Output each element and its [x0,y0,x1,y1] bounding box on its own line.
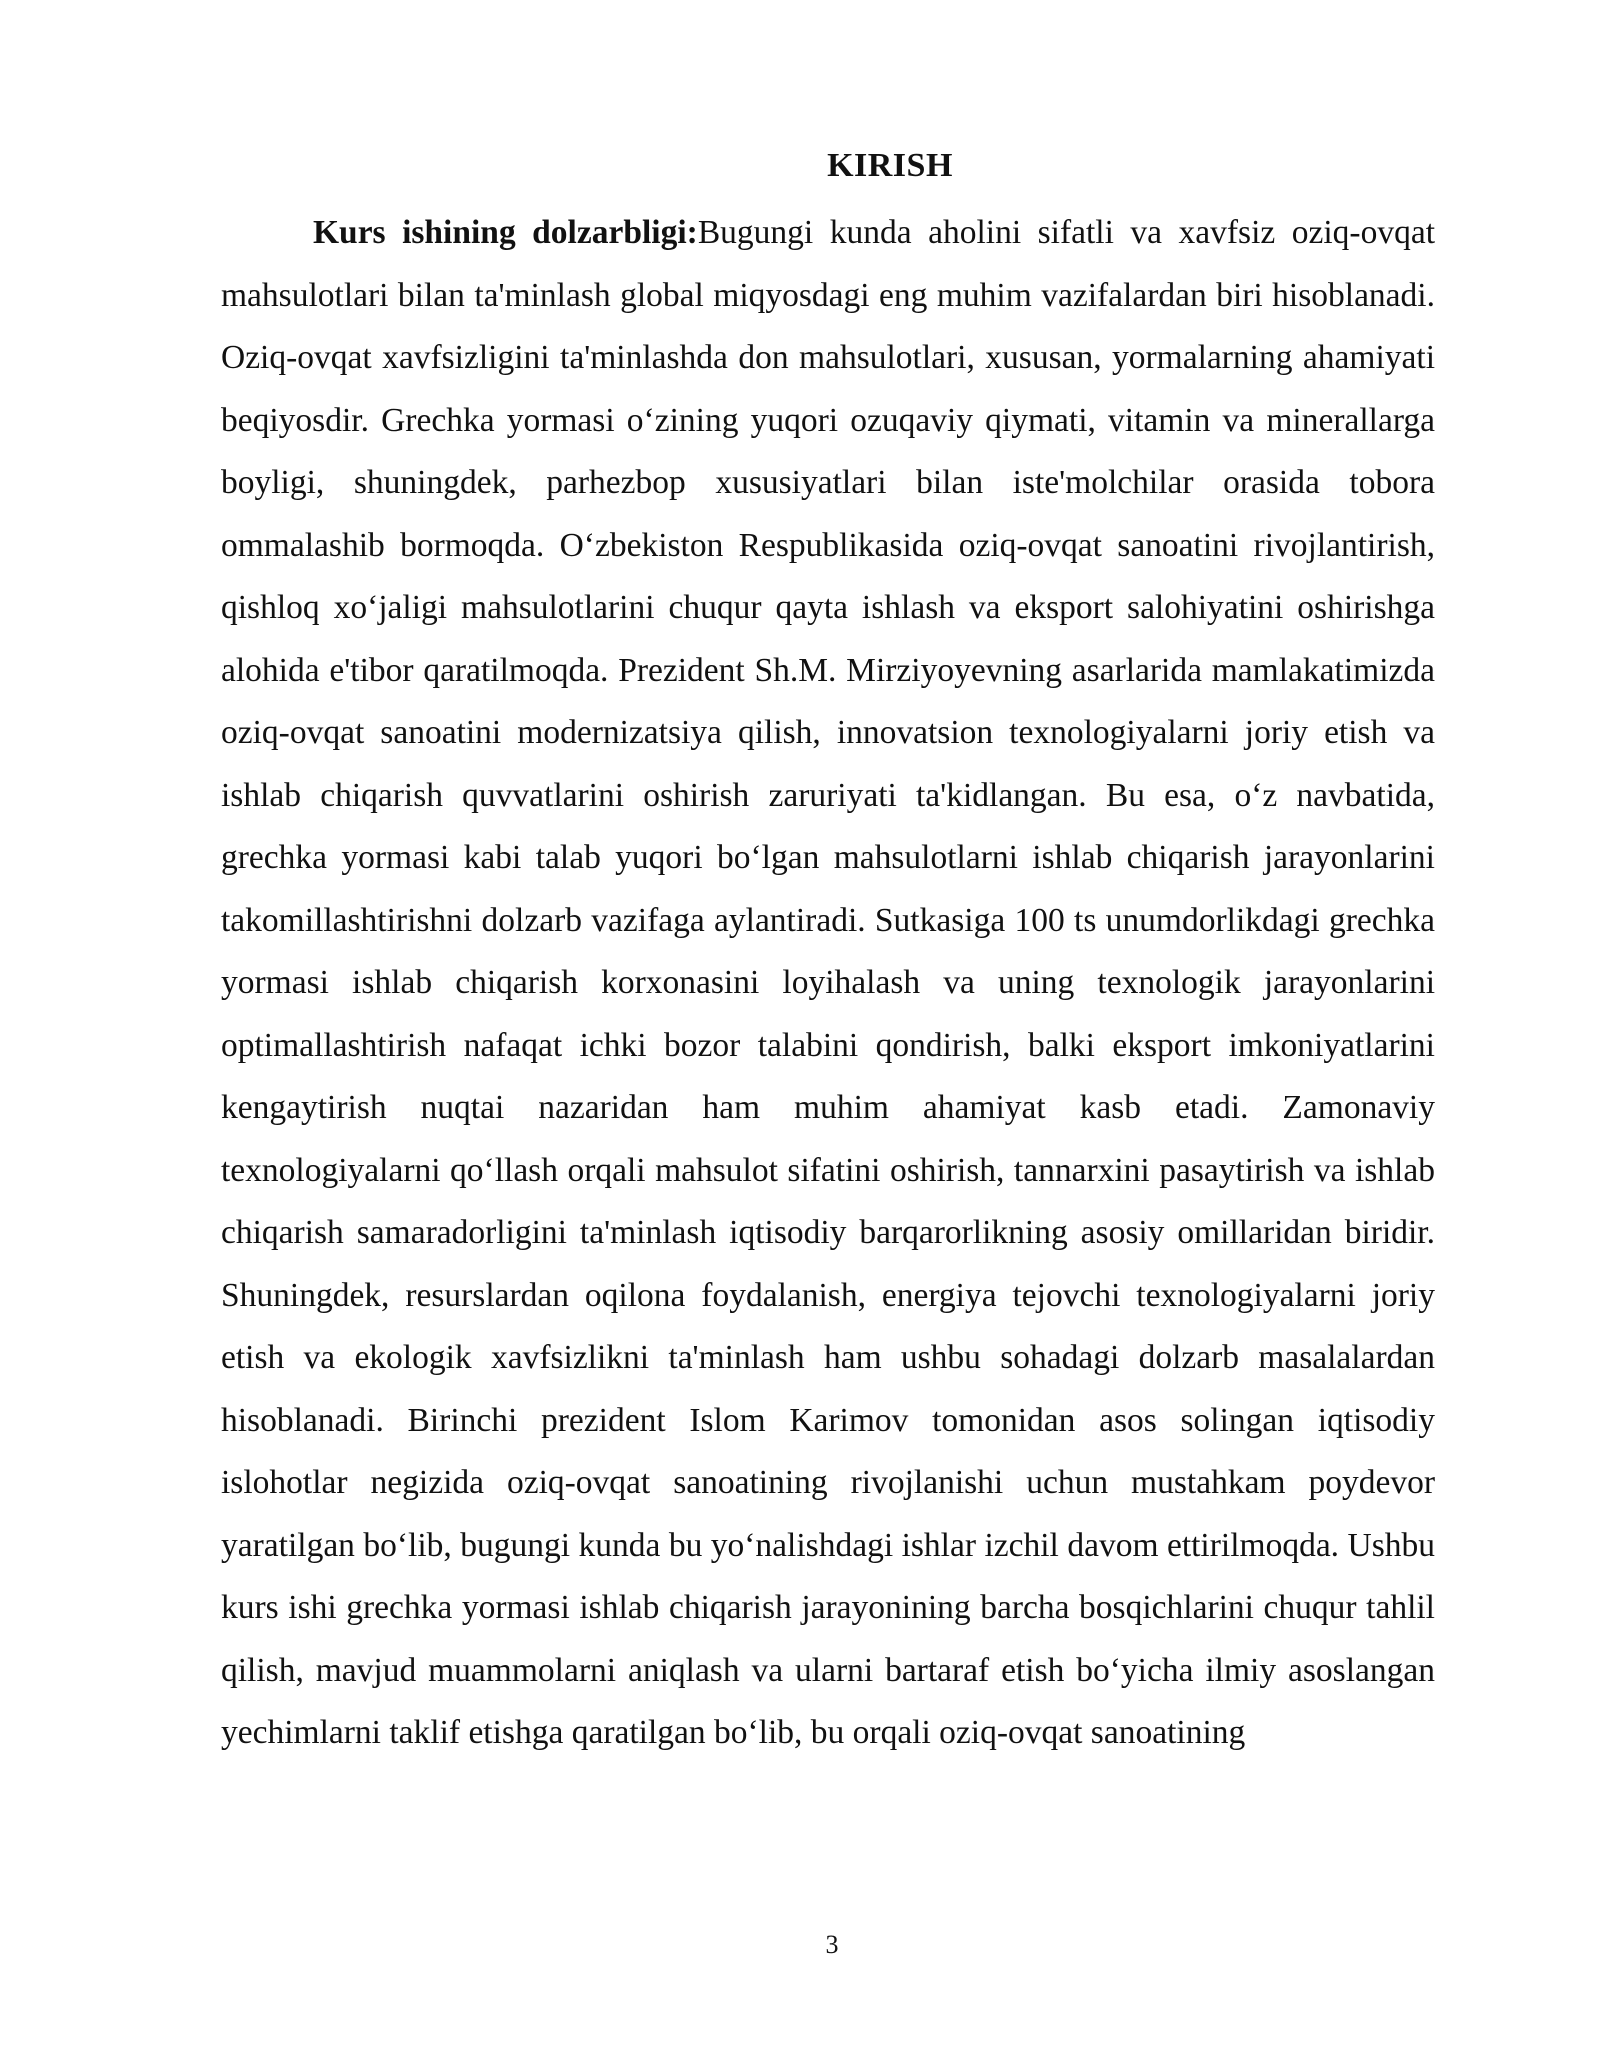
body-paragraph [221,202,1435,1765]
page-number: 3 [825,1930,839,1959]
paragraph-lead: Kurs ishining dolzarbligi: [313,214,698,251]
section-heading: KIRISH [827,147,953,184]
paragraph-text: Bugungi kunda aholini sifatli va xavfsiz oziq-ovqat mahsulotlari bilan ta'minlash global miqyosdagi eng muhim vazifalardan biri hisoblanadi. Oziq-ovqat xavfsizligini ta'minlashda don mahsulotlari, xususan, yormalarning ahamiyati beqiyosdir. Grechka yormasi o‘zining yuqori ozuqaviy qiymati, vitamin va minerallarga boyligi, shuningdek, parhezbop xususiyatlari bilan iste'molchilar orasida tobora ommalashib bormoqda. O‘zbekiston Respublikasida oziq-ovqat sanoatini rivojlantirish, qishloq xo‘jaligi mahsulotlarini chuqur qayta ishlash va eksport salohiyatini oshirishga alohida e'tibor qaratilmoqda. Prezident Sh.M. Mirziyoyevning asarlarida mamlakatimizda oziq-ovqat sanoatini modernizatsiya qilish, innovatsion texnologiyalarni joriy etish va ishlab chiqarish quvvatlarini oshirish zaruriyati ta'kidlangan. Bu esa, o‘z navbatida, grechka yormasi kabi talab yuqori bo‘lgan mahsulotlarni ishlab chiqarish jarayonlarini takomillashtirishni dolzarb vazifaga aylantiradi. Sutkasiga 100 ts unumdorlikdagi grechka yormasi ishlab chiqarish korxonasini loyihalash va uning texnologik jarayonlarini optimallashtirish nafaqat ichki bozor talabini qondirish, balki eksport imkoniyatlarini kengaytirish nuqtai nazaridan ham muhim ahamiyat kasb etadi. Zamonaviy texnologiyalarni qo‘llash orqali mahsulot sifatini oshirish, tannarxini pasaytirish va ishlab chiqarish samaradorligini ta'minlash iqtisodiy barqarorlikning asosiy omillaridan biridir. Shuningdek, resurslardan oqilona foydalanish, energiya tejovchi texnologiyalarni joriy etish va ekologik xavfsizlikni ta'minlash ham ushbu sohadagi dolzarb masalalardan hisoblanadi. Birinchi prezident Islom Karimov tomonidan asos solingan iqtisodiy islohotlar negizida oziq-ovqat sanoatining rivojlanishi uchun mustahkam poydevor yaratilgan bo‘lib, bugungi kunda bu yo‘nalishdagi ishlar izchil davom ettirilmoqda. Ushbu kurs ishi grechka yormasi ishlab chiqarish jarayonining barcha bosqichlarini chuqur tahlil qilish, mavjud muammolarni aniqlash va ularni bartaraf etish bo‘yicha ilmiy asoslangan yechimlarni taklif etishga qaratilgan bo‘lib, bu orqali oziq-ovqat sanoatining [221,214,1435,1751]
